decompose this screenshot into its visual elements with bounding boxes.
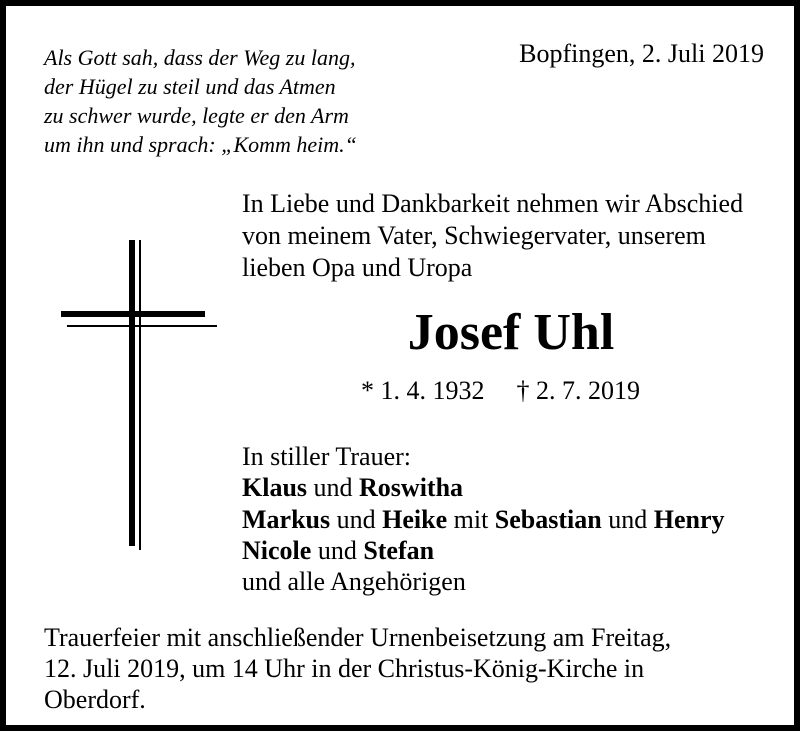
poem-line: zu schwer wurde, legte er den Arm [44,103,349,128]
farewell-line: In Liebe und Dankbarkeit nehmen wir Abschied [242,189,744,218]
poem-line: um ihn und sprach: „Komm heim.“ [44,132,357,157]
cross-icon [61,240,221,550]
connector-text: mit [447,504,495,534]
connector-text: und [307,473,360,503]
mourners-heading: In stiller Trauer: [242,442,411,471]
poem [44,43,404,159]
death-date: † 2. 7. 2019 [516,376,640,405]
mourner-name: Klaus [242,473,308,503]
service-line: Trauerfeier mit anschließender Urnenbeisetzung am Freitag, [44,623,672,652]
connector-text: und [311,535,364,565]
connector-text: und [330,504,383,534]
place-date: Bopfingen, 2. Juli 2019 [519,39,764,68]
farewell-text [242,188,743,284]
farewell-line: lieben Opa und Uropa [242,253,473,282]
connector-text: und [601,504,654,534]
mourner-line [242,504,724,535]
mourners-list [242,441,724,597]
mourner-name: Heike [382,504,448,534]
deceased-name: Josef Uhl [407,304,615,361]
poem-line: Als Gott sah, dass der Weg zu lang, [44,45,356,70]
life-dates [361,375,640,407]
mourner-name: Roswitha [359,473,464,503]
mourner-line [242,535,724,566]
mourners-closing: und alle Angehörigen [242,567,466,597]
poem-line: der Hügel zu steil und das Atmen [44,74,336,99]
service-info [44,622,671,715]
mourner-name: Markus [242,504,331,534]
mourner-name: Stefan [363,535,435,565]
mourner-name: Nicole [242,535,312,565]
service-line: 12. Juli 2019, um 14 Uhr in der Christus-König-Kirche in [44,654,645,683]
service-line: Oberdorf. [44,685,146,714]
birth-date: * 1. 4. 1932 [361,376,485,405]
mourner-name: Sebastian [494,504,602,534]
farewell-line: von meinem Vater, Schwiegervater, unserem [242,221,706,250]
mourner-name: Henry [653,504,725,534]
mourner-line [242,472,724,503]
